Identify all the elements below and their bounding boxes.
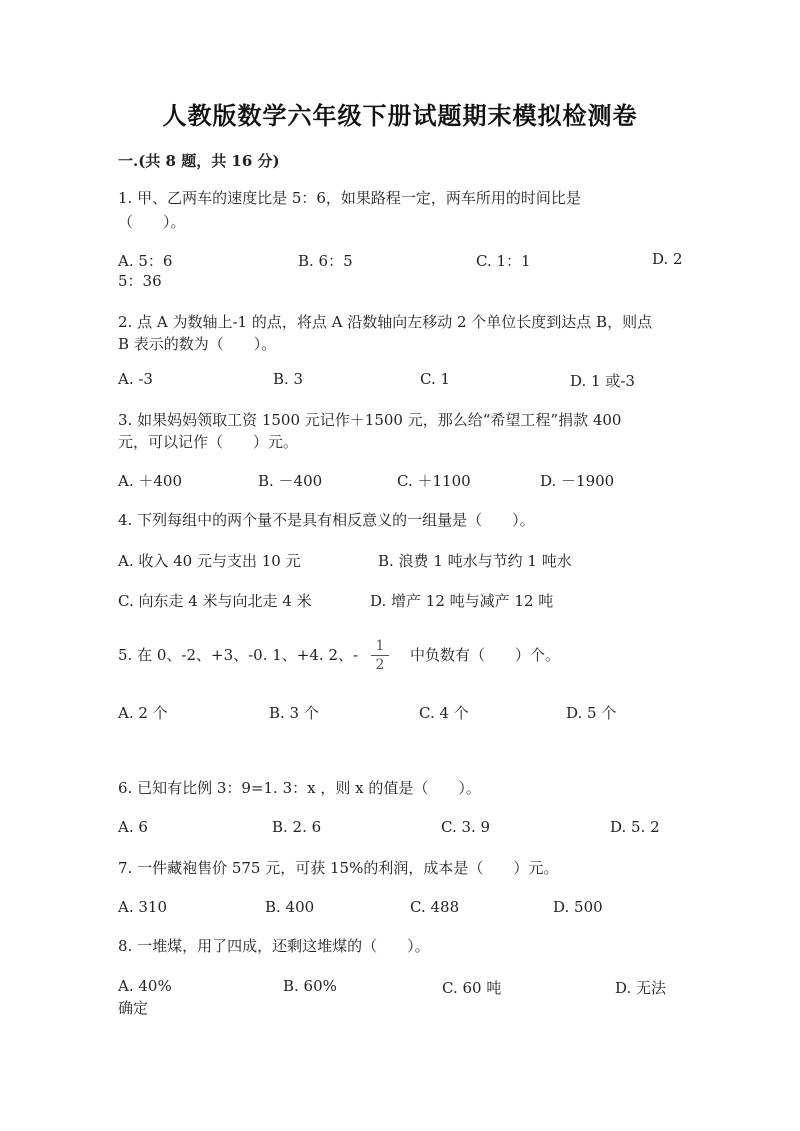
fraction-numerator: 1 [375, 638, 385, 654]
question-6-option-a: A. 6 [118, 818, 148, 836]
question-8-option-d: D. 无法 [615, 979, 667, 997]
question-1-option-d-wrap: 5：36 [118, 272, 162, 290]
question-1-option-b: B. 6：5 [298, 252, 353, 270]
question-8-option-c: C. 60 吨 [442, 979, 502, 997]
question-5-stem-before: 5. 在 0、-2、+3、-0. 1、+4. 2、- [118, 646, 359, 664]
question-8-option-d-wrap: 确定 [118, 999, 149, 1017]
question-4-option-d: D. 增产 12 吨与减产 12 吨 [370, 592, 554, 610]
question-1-option-a: A. 5：6 [118, 252, 173, 270]
question-2-stem-line2: B 表示的数为（ ）。 [118, 335, 277, 353]
question-5-option-b: B. 3 个 [269, 704, 319, 722]
question-7-option-b: B. 400 [265, 898, 315, 916]
question-7-option-a: A. 310 [118, 898, 167, 916]
question-2-option-b: B. 3 [273, 370, 304, 388]
question-8-option-b: B. 60% [283, 977, 337, 995]
question-5-option-c: C. 4 个 [419, 704, 469, 722]
question-2-stem-line1: 2. 点 A 为数轴上-1 的点，将点 A 沿数轴向左移动 2 个单位长度到达点 B，则点 [118, 313, 653, 331]
question-4-option-c: C. 向东走 4 米与向北走 4 米 [118, 592, 312, 610]
question-5-option-d: D. 5 个 [566, 704, 617, 722]
fraction-bar [371, 655, 389, 656]
question-6-stem: 6. 已知有比例 3：9=1. 3：x ，则 x 的值是（ ）。 [118, 779, 481, 797]
question-2-option-d: D. 1 或-3 [570, 372, 635, 390]
question-5-stem-after: 中负数有（ ）个。 [410, 646, 561, 664]
question-8-stem: 8. 一堆煤，用了四成，还剩这堆煤的（ ）。 [118, 937, 430, 955]
question-7-option-c: C. 488 [410, 898, 460, 916]
question-3-option-d: D. －1900 [540, 472, 615, 490]
fraction-denominator: 2 [375, 657, 385, 673]
question-2-option-c: C. 1 [420, 370, 451, 388]
section-heading: 一.(共 8 题，共 16 分) [118, 152, 280, 170]
question-6-option-c: C. 3. 9 [441, 818, 491, 836]
question-1-option-c: C. 1：1 [476, 252, 531, 270]
question-3-option-b: B. －400 [258, 472, 323, 490]
question-7-stem: 7. 一件藏袍售价 575 元，可获 15%的利润，成本是（ ）元。 [118, 859, 559, 877]
question-1-stem-line2: （ ）。 [118, 213, 186, 231]
question-3-stem-line2: 元，可以记作（ ）元。 [118, 433, 299, 451]
question-4-option-a: A. 收入 40 元与支出 10 元 [118, 552, 301, 570]
question-3-stem-line1: 3. 如果妈妈领取工资 1500 元记作＋1500 元，那么给“希望工程”捐款 400 [118, 411, 622, 429]
question-7-option-d: D. 500 [553, 898, 603, 916]
question-3-option-c: C. ＋1100 [397, 472, 471, 490]
question-2-option-a: A. -3 [118, 370, 153, 388]
question-8-option-a: A. 40% [118, 977, 172, 995]
fraction-one-half [371, 638, 389, 673]
question-1-option-d: D. 2 [652, 250, 683, 268]
question-6-option-d: D. 5. 2 [610, 818, 660, 836]
question-4-option-b: B. 浪费 1 吨水与节约 1 吨水 [378, 552, 572, 570]
question-1-stem-line1: 1. 甲、乙两车的速度比是 5：6，如果路程一定，两车所用的时间比是 [118, 189, 581, 207]
question-6-option-b: B. 2. 6 [272, 818, 322, 836]
question-4-stem: 4. 下列每组中的两个量不是具有相反意义的一组量是（ ）。 [118, 511, 535, 529]
question-5-option-a: A. 2 个 [118, 704, 168, 722]
question-3-option-a: A. ＋400 [118, 472, 182, 490]
page-title: 人教版数学六年级下册试题期末模拟检测卷 [162, 101, 638, 130]
